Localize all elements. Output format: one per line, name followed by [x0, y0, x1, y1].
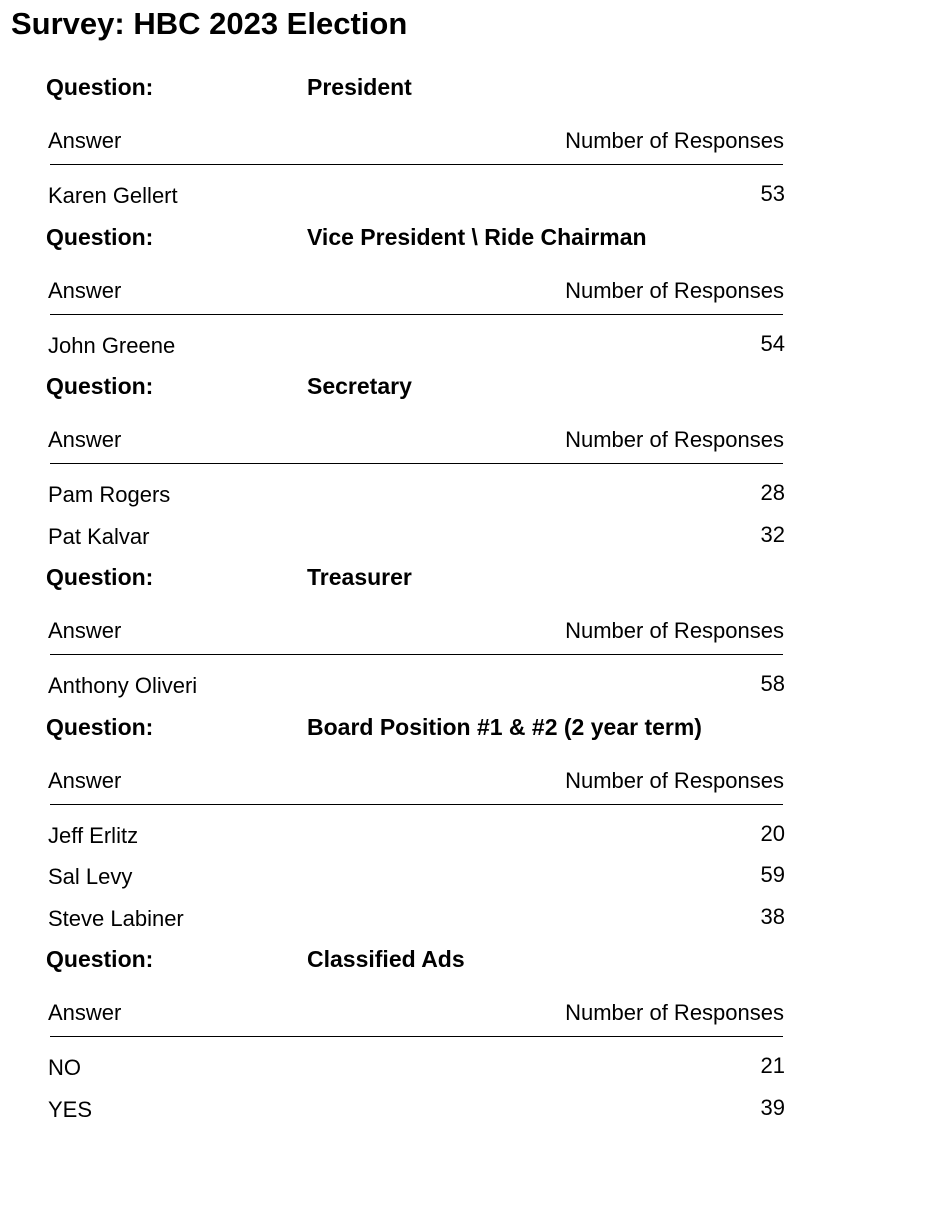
answer-column-header: Answer	[48, 277, 122, 303]
answer-list	[0, 165, 944, 219]
responses-column-header: Number of Responses	[565, 618, 784, 643]
answer-column-header: Answer	[48, 767, 122, 793]
response-count: 39	[760, 1094, 785, 1120]
response-count: 58	[760, 671, 785, 696]
question-title: Board Position #1 & #2 (2 year term)	[307, 713, 702, 740]
question-section	[0, 709, 944, 942]
question-section	[0, 368, 944, 559]
question-label: Question:	[46, 946, 154, 972]
responses-column-header: Number of Responses	[565, 767, 784, 793]
answer-text: Pam Rogers	[48, 482, 171, 507]
answer-text: Steve Labiner	[48, 905, 184, 931]
responses-column-header: Number of Responses	[565, 277, 784, 303]
question-section	[0, 559, 944, 709]
answer-text: Pat Kalvar	[48, 523, 150, 549]
header-divider	[50, 463, 783, 464]
header-divider	[50, 654, 783, 655]
response-count: 20	[760, 820, 785, 846]
answer-column-header: Answer	[48, 128, 122, 153]
answer-row	[0, 1049, 944, 1091]
question-label: Question:	[46, 74, 154, 100]
response-count: 59	[760, 862, 785, 887]
response-count: 32	[760, 521, 785, 547]
column-header-row	[0, 406, 944, 464]
answer-text: YES	[48, 1096, 93, 1122]
question-label: Question:	[46, 564, 154, 590]
answer-row	[0, 817, 944, 859]
answer-row	[0, 858, 944, 900]
question-title: Secretary	[307, 373, 412, 399]
question-title: Vice President \ Ride Chairman	[307, 223, 647, 250]
question-title: Classified Ads	[307, 946, 465, 972]
response-count: 53	[760, 181, 785, 206]
answer-list	[0, 1037, 944, 1132]
header-divider	[50, 804, 783, 805]
answer-list	[0, 464, 944, 559]
question-section	[0, 941, 944, 1132]
answer-row	[0, 327, 944, 369]
question-section	[0, 69, 944, 219]
question-label: Question:	[46, 223, 154, 250]
question-row	[0, 941, 944, 979]
response-count: 54	[760, 330, 785, 356]
response-count: 21	[760, 1053, 785, 1078]
answer-list	[0, 805, 944, 942]
response-count: 28	[760, 480, 785, 505]
answer-row	[0, 177, 944, 219]
report-title: Survey: HBC 2023 Election	[11, 6, 408, 41]
answer-row	[0, 518, 944, 560]
question-row	[0, 368, 944, 406]
answer-text: Karen Gellert	[48, 183, 178, 208]
answer-text: Anthony Oliveri	[48, 673, 198, 698]
question-row	[0, 709, 944, 747]
question-row	[0, 219, 944, 257]
question-row	[0, 69, 944, 107]
column-header-row	[0, 747, 944, 805]
survey-results	[0, 69, 944, 1132]
answer-text: NO	[48, 1055, 81, 1080]
header-divider	[50, 164, 783, 165]
answer-text: John Greene	[48, 332, 176, 358]
column-header-row	[0, 979, 944, 1037]
responses-column-header: Number of Responses	[565, 1000, 784, 1025]
question-title: Treasurer	[307, 564, 412, 590]
answer-text: Sal Levy	[48, 864, 133, 889]
question-title: President	[307, 74, 412, 100]
responses-column-header: Number of Responses	[565, 427, 784, 452]
header-divider	[50, 314, 783, 315]
responses-column-header: Number of Responses	[565, 128, 784, 153]
answer-column-header: Answer	[48, 1000, 122, 1025]
answer-row	[0, 667, 944, 709]
answer-column-header: Answer	[48, 618, 122, 643]
column-header-row	[0, 107, 944, 165]
column-header-row	[0, 257, 944, 315]
answer-list	[0, 315, 944, 369]
answer-row	[0, 476, 944, 518]
question-label: Question:	[46, 713, 154, 740]
answer-text: Jeff Erlitz	[48, 822, 139, 848]
question-section	[0, 219, 944, 369]
response-count: 38	[760, 903, 785, 929]
question-row	[0, 559, 944, 597]
answer-column-header: Answer	[48, 427, 122, 452]
column-header-row	[0, 597, 944, 655]
answer-row	[0, 1091, 944, 1133]
answer-row	[0, 900, 944, 942]
header-divider	[50, 1036, 783, 1037]
question-label: Question:	[46, 373, 154, 399]
answer-list	[0, 655, 944, 709]
